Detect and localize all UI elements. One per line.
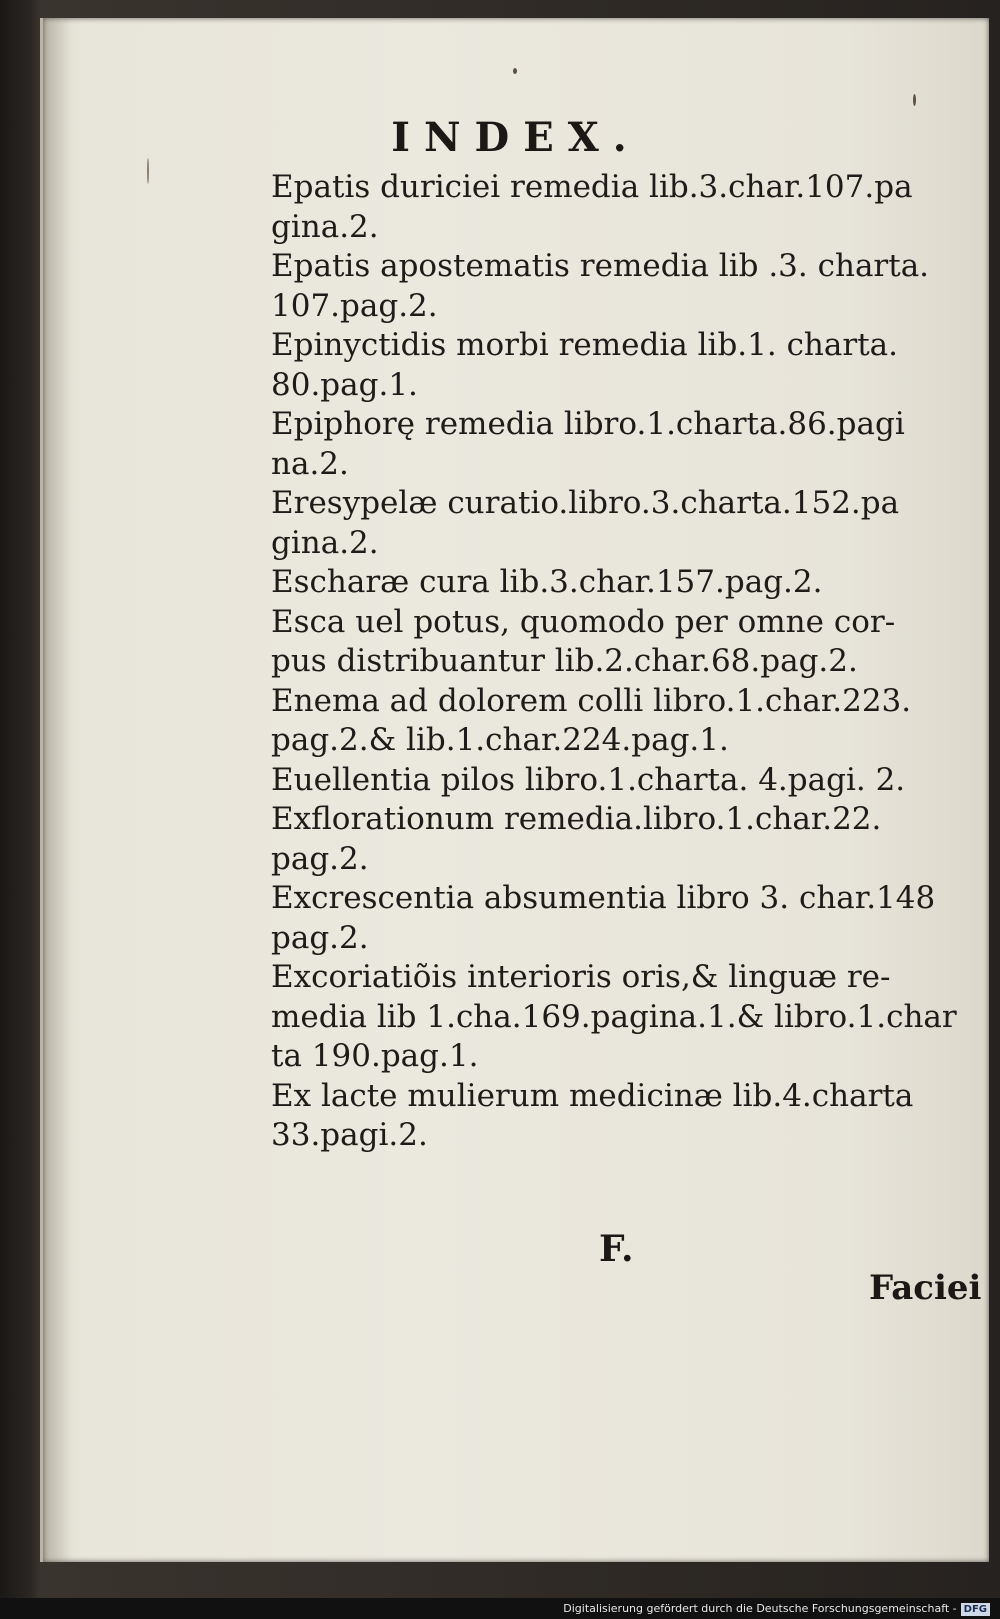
entry-line: Enema ad dolorem colli libro.1.char.223. [271, 682, 912, 719]
entry-line: Escharæ cura lib.3.char.157.pag.2. [271, 564, 823, 600]
entry-line: 80.pag.1. [271, 366, 418, 403]
paper-mark [147, 158, 149, 184]
entry-line: pus distribuantur lib.2.char.68.pag.2. [271, 643, 858, 679]
entry-line: Euellentia pilos libro.1.charta. 4.pagi. 2. [271, 761, 906, 798]
entry-line: Exflorationum remedia.libro.1.char.22. [271, 801, 882, 837]
entry-line: ta 190.pag.1. [271, 1038, 479, 1074]
dfg-logo-icon: DFG [961, 1603, 990, 1616]
section-letter: F. [599, 1228, 634, 1270]
index-entry [271, 563, 961, 603]
entry-line: Epatis duriciei remedia lib.3.char.107.pa [271, 169, 913, 205]
index-entry [271, 800, 961, 879]
entry-line: Esca uel potus, quomodo per omne cor- [271, 603, 896, 640]
catchword: Faciei [869, 1268, 982, 1308]
entry-line: Epinyctidis morbi remedia lib.1. charta. [271, 327, 898, 363]
index-entry [271, 168, 961, 247]
book-page [40, 18, 989, 1562]
entry-line: Excrescentia absumentia libro 3. char.148 [271, 880, 936, 916]
page-title: INDEX. [391, 114, 641, 161]
entry-line: 107.pag.2. [271, 287, 438, 324]
paper-speck [513, 68, 517, 74]
entry-line: pag.2.& lib.1.char.224.pag.1. [271, 722, 729, 758]
paper-speck [913, 94, 916, 106]
entry-line: media lib 1.cha.169.pagina.1.& libro.1.char [271, 998, 957, 1035]
entry-line: Epiphorę remedia libro.1.charta.86.pagi [271, 406, 905, 442]
index-entry [271, 761, 961, 801]
index-entry [271, 405, 961, 484]
entry-line: gina.2. [271, 524, 379, 561]
index-entry [271, 1077, 961, 1156]
entry-line: Ex lacte mulierum medicinæ lib.4.charta [271, 1077, 914, 1114]
index-entry [271, 682, 961, 761]
entry-line: pag.2. [271, 919, 369, 956]
entry-line: gina.2. [271, 208, 379, 245]
digitization-credit: Digitalisierung gefördert durch die Deutsche Forschungsgemeinschaft - [563, 1602, 957, 1615]
index-entries [271, 168, 961, 1156]
entry-line: 33.pagi.2. [271, 1117, 428, 1153]
entry-line: pag.2. [271, 840, 369, 877]
index-entry [271, 958, 961, 1077]
index-entry [271, 603, 961, 682]
entry-line: Excoriatiõis interioris oris,& linguæ re- [271, 959, 891, 995]
entry-line: Eresypelæ curatio.libro.3.charta.152.pa [271, 485, 900, 521]
index-entry [271, 247, 961, 326]
entry-line: Epatis apostematis remedia lib .3. charta. [271, 248, 930, 284]
index-entry [271, 879, 961, 958]
digitization-credit-bar [0, 1598, 1000, 1619]
entry-line: na.2. [271, 445, 349, 482]
index-entry [271, 484, 961, 563]
index-entry [271, 326, 961, 405]
